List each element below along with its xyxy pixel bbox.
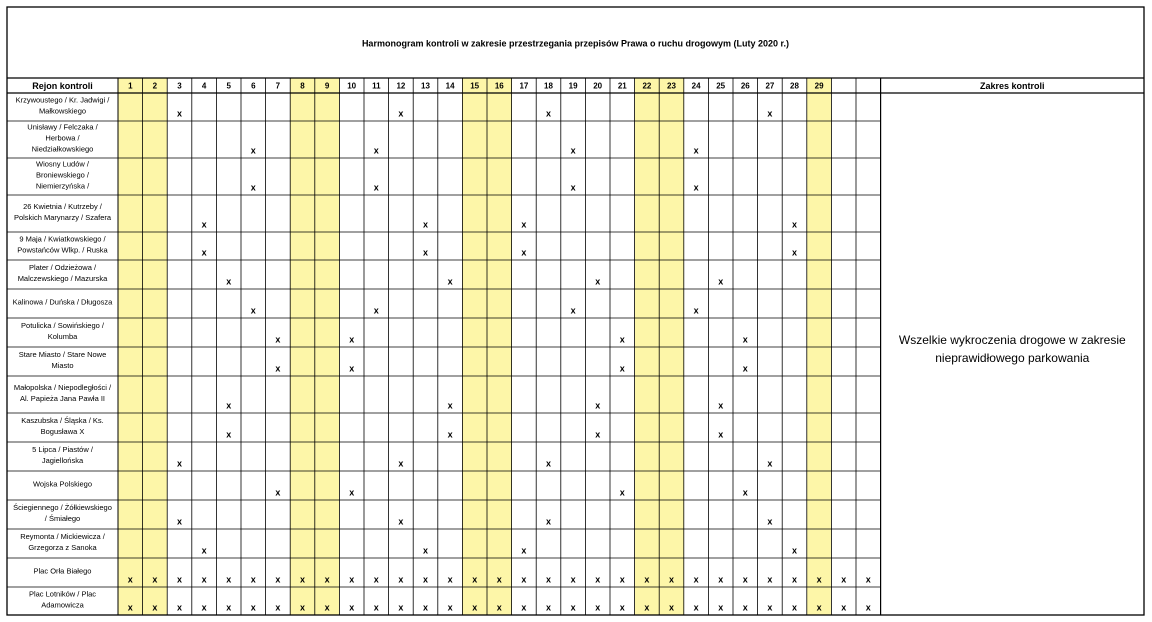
inspection-mark: x [742,363,748,374]
inspection-mark: x [791,574,798,585]
inspection-mark: x [324,602,330,613]
weekend-column [118,78,143,615]
inspection-mark: x [693,602,699,613]
region-name: Kalinowa / Duńska / Długosza [12,297,113,307]
inspection-mark: x [422,247,429,258]
inspection-mark: x [570,182,576,193]
inspection-mark: x [718,574,724,585]
inspection-mark: x [398,458,404,469]
day-header: 21 [617,81,627,91]
day-header: 3 [177,81,182,91]
region-name: Broniewskiego / [36,170,89,180]
region-name: Ściegiennego / Żółkiewskiego [13,502,112,512]
day-header: 7 [275,81,281,91]
inspection-mark: x [619,487,625,498]
day-header: 19 [568,81,578,91]
inspection-mark: x [718,400,724,411]
day-header: 24 [691,81,701,91]
region-name: Niedziałkowskiego [31,144,94,154]
inspection-mark: x [275,574,281,585]
inspection-mark: x [595,574,601,585]
inspection-mark: x [545,108,552,119]
inspection-mark: x [521,545,527,556]
region-name: Polskich Marynarzy / Szafera [13,212,112,222]
inspection-mark: x [472,574,478,585]
inspection-mark: x [176,602,183,613]
inspection-mark: x [718,602,724,613]
day-header: 28 [790,81,799,91]
inspection-mark: x [422,219,429,230]
day-header: 12 [396,81,406,91]
inspection-mark: x [422,602,429,613]
inspection-mark: x [595,276,601,287]
inspection-mark: x [398,516,404,527]
inspection-mark: x [521,574,527,585]
inspection-mark: x [570,305,576,316]
inspection-mark: x [545,574,552,585]
inspection-mark: x [619,574,625,585]
inspection-mark: x [275,602,281,613]
inspection-mark: x [816,602,822,613]
inspection-mark: x [250,182,256,193]
region-name: Miasto [51,360,74,370]
inspection-mark: x [693,574,699,585]
inspection-mark: x [693,305,699,316]
inspection-mark: x [742,487,748,498]
inspection-mark: x [668,574,675,585]
inspection-mark: x [349,334,355,345]
inspection-mark: x [373,145,379,156]
region-name: 5 Lipca / Piastów / [32,444,93,454]
region-name: Unisławy / Felczaka / [27,122,98,132]
page-title: Harmonogram kontroli w zakresie przestrzegania przepisów Prawa o ruchu drogowym (Luty 2020 r.) [361,38,790,49]
region-name: Bogusława X [40,426,85,436]
region-name: Kaszubska / Śląska / Ks. [21,415,104,425]
day-header: 20 [593,81,603,91]
inspection-mark: x [373,182,379,193]
inspection-mark: x [250,305,256,316]
day-header: 8 [300,81,305,91]
inspection-mark: x [201,574,207,585]
inspection-mark: x [767,516,773,527]
inspection-mark: x [226,429,232,440]
region-name: Jagiellońska [41,455,84,465]
scope-header: Zakres kontroli [980,80,1045,91]
inspection-mark: x [865,602,871,613]
inspection-mark: x [496,574,502,585]
inspection-mark: x [570,145,576,156]
inspection-mark: x [521,219,527,230]
region-header: Rejon kontroli [32,80,93,91]
inspection-mark: x [152,574,158,585]
inspection-mark: x [226,574,232,585]
day-header: 9 [324,81,330,91]
weekend-column [487,78,512,615]
inspection-mark: x [841,574,847,585]
day-header: 27 [765,81,775,91]
inspection-mark: x [324,574,330,585]
inspection-mark: x [422,574,429,585]
region-name: Małkowskiego [38,106,87,116]
inspection-mark: x [447,400,453,411]
inspection-mark: x [349,363,355,374]
inspection-mark: x [742,334,748,345]
region-name: Powstańców Wlkp. / Ruska [17,245,108,255]
day-header: 15 [470,81,480,91]
inspection-mark: x [176,458,183,469]
inspection-mark: x [865,574,871,585]
inspection-mark: x [791,247,798,258]
inspection-mark: x [619,602,625,613]
inspection-mark: x [595,400,601,411]
inspection-mark: x [545,458,552,469]
day-header: 22 [642,81,652,91]
inspection-mark: x [447,429,453,440]
inspection-mark: x [816,574,822,585]
inspection-mark: x [398,108,404,119]
region-name: 26 Kwietnia / Kutrzeby / [23,201,102,211]
weekend-column [635,78,660,615]
weekend-column [290,78,315,615]
inspection-mark: x [127,602,133,613]
inspection-mark: x [693,145,699,156]
region-name: Al. Papieża Jana Pawła II [19,393,106,403]
region-name: Krzywoustego / Kr. Jadwigi / [15,95,110,105]
inspection-mark: x [496,602,502,613]
day-header: 1 [128,81,133,91]
inspection-mark: x [545,602,552,613]
inspection-mark: x [718,429,724,440]
inspection-mark: x [398,574,404,585]
inspection-mark: x [693,182,699,193]
inspection-mark: x [250,574,256,585]
inspection-mark: x [226,400,232,411]
inspection-mark: x [201,602,207,613]
day-header: 23 [667,81,676,91]
day-header: 14 [445,81,455,91]
day-header: 13 [421,81,430,91]
inspection-mark: x [767,602,773,613]
inspection-mark: x [176,574,183,585]
inspection-mark: x [373,305,379,316]
region-name: Reymonta / Mickiewicza / [20,531,105,541]
day-header: 6 [251,81,256,91]
inspection-mark: x [422,545,429,556]
region-name: 9 Maja / Kwiatkowskiego / [19,234,106,244]
inspection-mark: x [201,247,207,258]
inspection-mark: x [644,602,650,613]
inspection-mark: x [447,574,453,585]
region-name: Wojska Polskiego [32,479,93,489]
inspection-mark: x [176,108,183,119]
day-header: 18 [544,81,553,91]
inspection-mark: x [791,545,798,556]
inspection-mark: x [226,602,232,613]
weekend-column [462,78,487,615]
day-header: 29 [814,81,824,91]
inspection-mark: x [595,429,601,440]
inspection-mark: x [349,574,355,585]
inspection-mark: x [521,602,527,613]
inspection-mark: x [275,363,281,374]
inspection-mark: x [742,602,748,613]
region-name: Potulicka / Sowińskiego / [21,320,104,330]
inspection-mark: x [767,108,773,119]
scope-text: Wszelkie wykroczenia drogowe w zakresie [898,333,1126,348]
inspection-mark: x [668,602,675,613]
inspection-mark: x [447,602,453,613]
inspection-mark: x [545,516,552,527]
inspection-mark: x [201,219,207,230]
inspection-mark: x [767,574,773,585]
inspection-mark: x [349,487,355,498]
day-header: 26 [740,81,750,91]
day-header: 10 [347,81,357,91]
inspection-mark: x [447,276,453,287]
inspection-mark: x [176,516,183,527]
region-name: Grzegorza z Sanoka [28,542,97,552]
inspection-mark: x [275,334,281,345]
region-name: Wiosny Ludów / [36,159,89,169]
day-header: 2 [152,81,158,91]
inspection-mark: x [841,602,847,613]
day-header: 17 [519,81,529,91]
weekend-column [315,78,340,615]
inspection-mark: x [570,574,576,585]
inspection-mark: x [791,602,798,613]
region-name: Niemierzyńska / [35,181,90,191]
inspection-mark: x [275,487,281,498]
inspection-mark: x [570,602,576,613]
day-header: 25 [716,81,726,91]
region-name: Malczewskiego / Mazurska [17,273,108,283]
inspection-mark: x [521,247,527,258]
day-header: 4 [201,81,207,91]
region-name: Adamowicza [41,600,84,610]
day-header: 11 [372,81,381,91]
inspection-mark: x [373,602,379,613]
inspection-mark: x [299,574,306,585]
inspection-mark: x [349,602,355,613]
inspection-mark: x [742,574,748,585]
region-name: Plater / Odzieżowa / [28,262,97,272]
inspection-mark: x [299,602,306,613]
region-name: Plac Orła Białego [33,566,92,576]
inspection-mark: x [595,602,601,613]
inspection-mark: x [152,602,158,613]
region-name: Stare Miasto / Stare Nowe [18,349,107,359]
inspection-mark: x [127,574,133,585]
region-name: Małopolska / Niepodległości / [13,382,112,392]
inspection-mark: x [250,145,256,156]
region-name: Plac Lotników / Plac [28,589,97,599]
inspection-mark: x [226,276,232,287]
weekend-column [143,78,168,615]
inspection-mark: x [619,334,625,345]
region-name: / Śmiałego [44,513,81,523]
inspection-mark: x [718,276,724,287]
inspection-mark: x [398,602,404,613]
scope-text: nieprawidłowego parkowania [935,351,1090,366]
inspection-mark: x [201,545,207,556]
inspection-mark: x [472,602,478,613]
inspection-mark: x [250,602,256,613]
inspection-mark: x [767,458,773,469]
region-name: Kolumba [47,331,78,341]
inspection-mark: x [791,219,798,230]
weekend-column [807,78,832,615]
day-header: 5 [226,81,231,91]
region-name: Herbowa / [45,133,80,143]
inspection-mark: x [619,363,625,374]
inspection-mark: x [373,574,379,585]
inspection-mark: x [644,574,650,585]
weekend-column [659,78,684,615]
day-header: 16 [494,81,504,91]
